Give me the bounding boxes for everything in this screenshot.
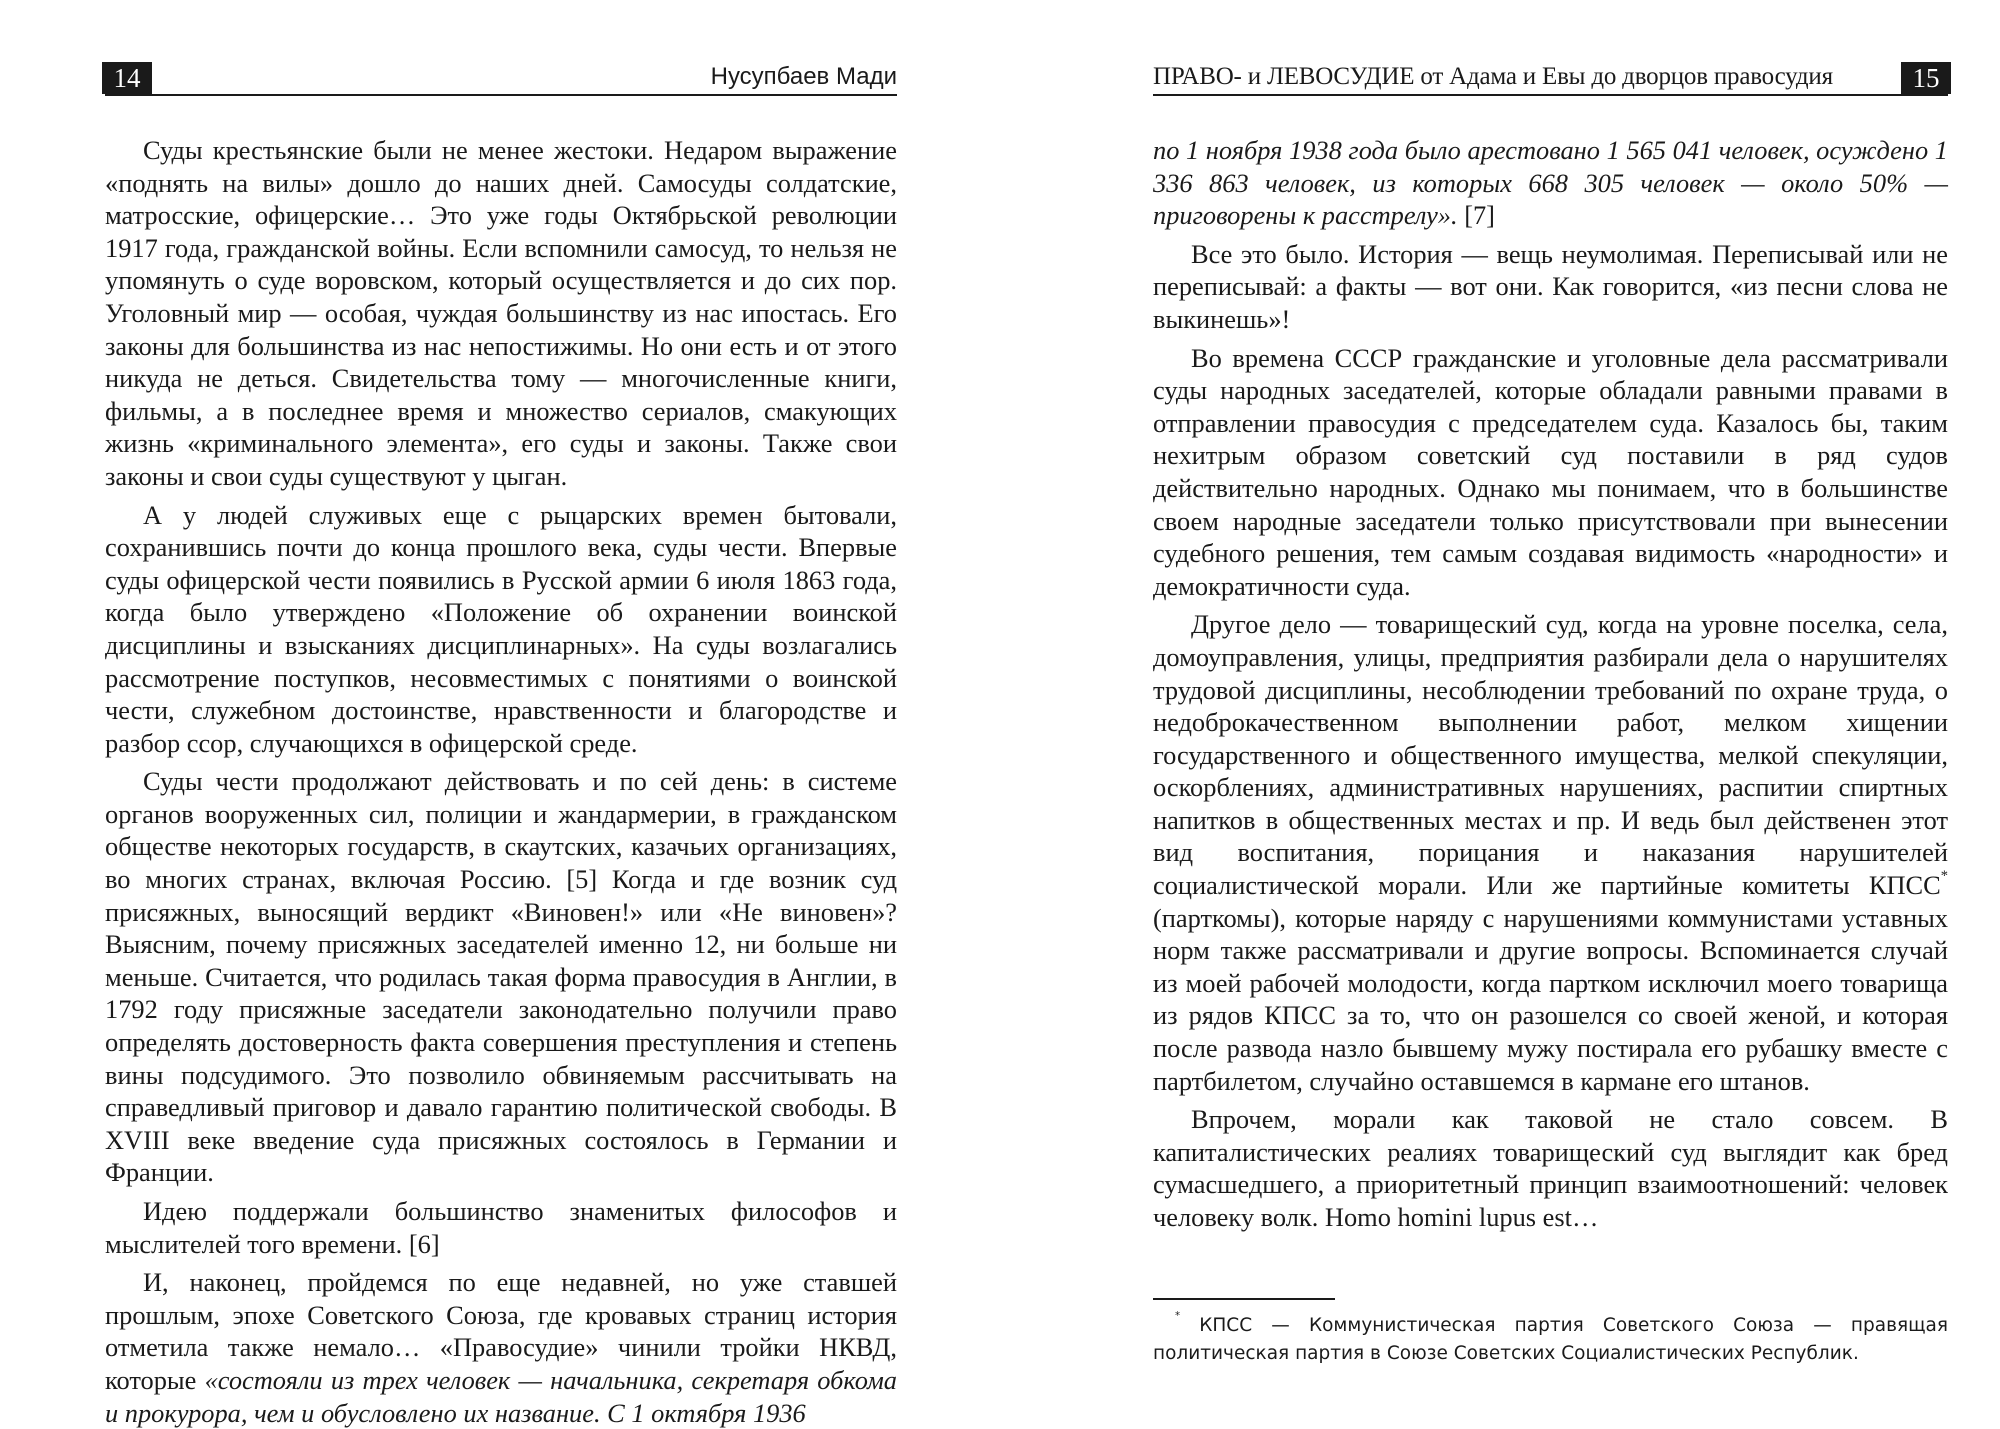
paragraph: Суды крестьянские были не менее жестоки. Недаром выражение «поднять на вилы» дошло до наших дней. Самосуды солдатские, матросские, офицерские… Это уже годы Октябрьской революции 1917 года, гражданской войны. Если вспомнили самосуд, то нельзя не упомянуть о суде воровском, который осуществляется и до сих пор. Уголовный мир — особая, чуждая большинству из нас ипостась. Его законы для большинства из нас непостижимы. Но они есть и от этого никуда не деться. Свидетельства тому — многочисленные книги, фильмы, а в последнее время и множество сериалов, смакующих жизнь «криминального элемента», его суды и законы. Также свои законы и свои суды существуют у цыган. xyxy=(105,135,897,491)
paragraph: Впрочем, морали как таковой не стало совсем. В капиталистических реалиях товарищеский суд выглядит как бред сумасшедшего, а приоритетный принцип взаимоотношений: человек человеку волк. Homo homini lupus est… xyxy=(1153,1104,1948,1232)
left-page-body xyxy=(105,134,897,1429)
left-page xyxy=(0,0,1000,1428)
paragraph: Все это было. История — вещь неумолимая. Переписывай или не переписывай: а факты — вот они. Как говорится, «из песни слова не выкинешь»! xyxy=(1153,238,1948,334)
paragraph: Идею поддержали большинство знаменитых философов и мыслителей того времени. [6] xyxy=(105,1196,897,1259)
left-page-header xyxy=(105,62,897,96)
footnote-divider xyxy=(1153,1298,1335,1300)
paragraph-text: Другое дело — товарищеский суд, когда на уровне поселка, села, домоуправления, улицы, предприятия разбирали дела о нарушителях трудовой дисциплины, несоблюдении требований по охране труда, о недоброкачественном выполнении работ, мелком хищении государственного и общественного имущества, мелкой спекуляции, оскорблениях, административных нарушениях, распитии спиртных напитков в общественных местах и пр. И ведь был действенен этот вид воспитания, порицания и наказания нарушителей социалистической морали. Или же партийные комитеты КПСС xyxy=(1153,609,1948,901)
right-page xyxy=(1000,0,2000,1423)
page-number-right: 15 xyxy=(1901,62,1951,94)
page-number-left: 14 xyxy=(102,62,152,94)
citation-ref: [7] xyxy=(1457,200,1495,231)
paragraph-text: И, наконец, пройдемся по еще недавней, но уже ставшей прошлым, эпохе Советского Союза, где кровавых страниц история отметила также немало… «Правосудие» чинили тройки НКВД, которые xyxy=(105,1267,897,1395)
quotation-italic: «состояли из трех человек — начальника, секретаря обкома и прокурора, чем и обусловлено их название. С 1 октября 1936 xyxy=(105,1364,897,1428)
right-page-header xyxy=(1153,62,1948,96)
paragraph: А у людей служивых еще с рыцарских времен бытовали, сохранившись почти до конца прошлого века, суды чести. Впервые суды офицерской чести появились в Русской армии 6 июля 1863 года, когда было утверждено «Положение об охранении воинской дисциплины и взысканиях дисциплинарных». На суды возлагались рассмотрение поступков, несовместимых с понятиями о воинской чести, служебном достоинстве, нравственности и благородстве и разбор ссор, случающихся в офицерской среде. xyxy=(105,499,897,758)
paragraph: Суды чести продолжают действовать и по сей день: в системе органов вооруженных сил, полиции и жандармерии, в гражданском обществе некоторых государств, в скаутских, казачьих организациях, во многих странах, включая Россию. [5] Когда и где возник суд присяжных, выносящий вердикт «Виновен!» или «Не виновен»? Выясним, почему присяжных заседателей именно 12, ни больше ни меньше. Считается, что родилась такая форма правосудия в Англии, в 1792 году присяжные заседатели законодательно получили право определять достоверность факта совершения преступления и степень вины подсудимого. Это позволило обвиняемым рассчитывать на справедливый приговор и давало гарантию политической свободы. В XVIII веке введение суда присяжных состоялось в Германии и Франции. xyxy=(105,766,897,1188)
running-head-title: ПРАВО- и ЛЕВОСУДИЕ от Адама и Евы до дворцов правосудия xyxy=(1153,63,1833,90)
paragraph-text: (парткомы), которые наряду с нарушениями коммунистами уставных норм также рассматривали и другие вопросы. Вспоминается случай из моей рабочей молодости, когда партком исключил моего товарища из рядов КПСС за то, что он разошелся со своей женой, и которая после развода назло бывшему мужу постирала его рубашку вместе с партбилетом, случайно оставшемся в кармане его штанов. xyxy=(1153,902,1948,1096)
footnote xyxy=(1153,1312,1948,1368)
running-head-author: Нусупбаев Мади xyxy=(710,63,897,90)
footnote-text: КПСС — Коммунистическая партия Советского Союза — правящая политическая партия в Союзе Советских Социалистических Республик. xyxy=(1153,1315,1948,1364)
footnote-marker: * xyxy=(1940,868,1948,885)
quotation-italic: по 1 ноября 1938 года было арестовано 1 565 041 человек, осуждено 1 336 863 человек, из которых 668 305 человек — около 50% — приговорены к расстрелу». xyxy=(1153,135,1948,231)
paragraph: Во времена СССР гражданские и уголовные дела рассматривали суды народных заседателей, которые обладали равными правами в отправлении правосудия с председателем суда. Казалось бы, таким нехитрым образом советский суд поставили в ряд судов действительно народных. Однако мы понимаем, что в большинстве своем народные заседатели только присутствовали при вынесении судебного решения, тем самым создавая видимость «народности» и демократичности суда. xyxy=(1153,342,1948,601)
footnote-marker: * xyxy=(1175,1311,1181,1322)
paragraph xyxy=(1153,608,1948,1097)
right-page-body xyxy=(1153,134,1948,1234)
paragraph xyxy=(105,1266,897,1429)
paragraph-continued xyxy=(1153,134,1948,232)
